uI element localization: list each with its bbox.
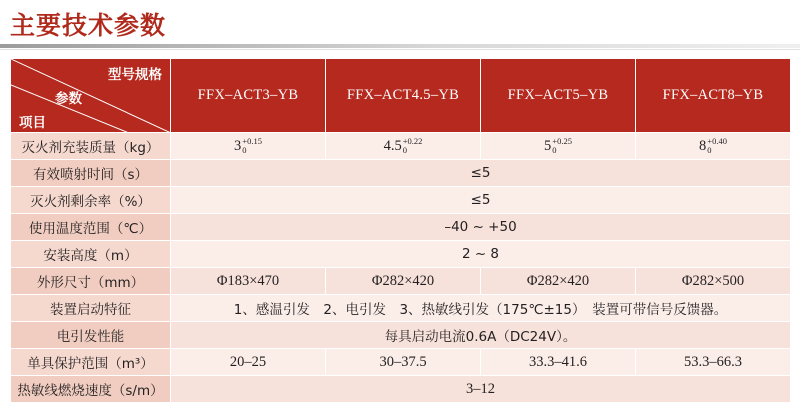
page-title: 主要技术参数 <box>10 11 167 40</box>
table-row <box>11 133 791 160</box>
table-row <box>11 295 791 322</box>
table-row <box>11 241 791 268</box>
tolerance-upper: +0.22 <box>402 136 423 147</box>
row-cell: Φ282×420 <box>326 268 481 295</box>
row-cell: Φ282×500 <box>636 268 791 295</box>
tolerance-upper: +0.15 <box>242 136 262 147</box>
header-model-4: FFX–ACT8–YB <box>636 59 791 133</box>
row-label: 安装高度（m） <box>11 241 171 268</box>
value-tolerance <box>552 137 572 155</box>
row-cell: 30–37.5 <box>326 349 481 376</box>
header-model-label: 型号规格 <box>108 67 162 83</box>
row-cell-merged: 3–12 <box>171 376 791 403</box>
table-row <box>11 322 791 349</box>
value-tolerance <box>242 137 262 155</box>
value-tolerance <box>707 137 727 155</box>
tolerance-lower: 0 <box>242 144 247 155</box>
tolerance-lower: 0 <box>402 144 407 155</box>
row-cell-merged: ≤5 <box>171 160 791 187</box>
table-row <box>11 349 791 376</box>
tolerance-lower: 0 <box>552 144 557 155</box>
row-cell <box>636 133 791 160</box>
row-label: 外形尺寸（mm） <box>11 268 171 295</box>
row-label: 灭火剂剩余率（%） <box>11 187 171 214</box>
tolerance-upper: +0.40 <box>707 136 727 147</box>
value-base: 5 <box>544 137 552 154</box>
spec-table <box>10 58 791 403</box>
row-cell: 20–25 <box>171 349 326 376</box>
table-row <box>11 187 791 214</box>
row-cell: 33.3–41.6 <box>481 349 636 376</box>
header-corner-cell <box>11 59 171 133</box>
row-cell: 53.3–66.3 <box>636 349 791 376</box>
header-model-1: FFX–ACT3–YB <box>171 59 326 133</box>
row-label: 使用温度范围（℃） <box>11 214 171 241</box>
header-param-label: 参数 <box>55 91 82 107</box>
row-cell-merged: 每具启动电流0.6A（DC24V）。 <box>171 322 791 349</box>
row-cell <box>171 133 326 160</box>
row-label: 灭火剂充装质量（kg） <box>11 133 171 160</box>
title-divider <box>0 44 800 48</box>
header-item-label: 项目 <box>19 115 46 131</box>
row-cell <box>481 133 636 160</box>
row-cell-merged: ≤5 <box>171 187 791 214</box>
row-label: 单具保护范围（m³） <box>11 349 171 376</box>
table-row <box>11 160 791 187</box>
row-label: 电引发性能 <box>11 322 171 349</box>
row-label: 有效喷射时间（s） <box>11 160 171 187</box>
row-cell-merged: 2 ~ 8 <box>171 241 791 268</box>
title-divider-secondary <box>0 49 800 50</box>
value-base: 4.5 <box>383 137 402 154</box>
table-row <box>11 376 791 403</box>
table-row <box>11 214 791 241</box>
table-row <box>11 268 791 295</box>
row-cell <box>326 133 481 160</box>
value-base: 3 <box>234 137 242 154</box>
row-cell-merged: –40 ~ +50 <box>171 214 791 241</box>
value-base: 8 <box>699 137 707 154</box>
row-label: 热敏线燃烧速度（s/m） <box>11 376 171 403</box>
tolerance-upper: +0.25 <box>552 136 572 147</box>
table-header-row <box>11 59 791 133</box>
value-tolerance <box>403 137 423 155</box>
header-model-3: FFX–ACT5–YB <box>481 59 636 133</box>
row-cell: Φ183×470 <box>171 268 326 295</box>
row-label: 装置启动特征 <box>11 295 171 322</box>
header-model-2: FFX–ACT4.5–YB <box>326 59 481 133</box>
row-cell: Φ282×420 <box>481 268 636 295</box>
spec-table-body <box>11 133 791 403</box>
tolerance-lower: 0 <box>707 144 712 155</box>
row-cell-merged: 1、感温引发 2、电引发 3、热敏线引发（175℃±15） 装置可带信号反馈器。 <box>171 295 791 322</box>
